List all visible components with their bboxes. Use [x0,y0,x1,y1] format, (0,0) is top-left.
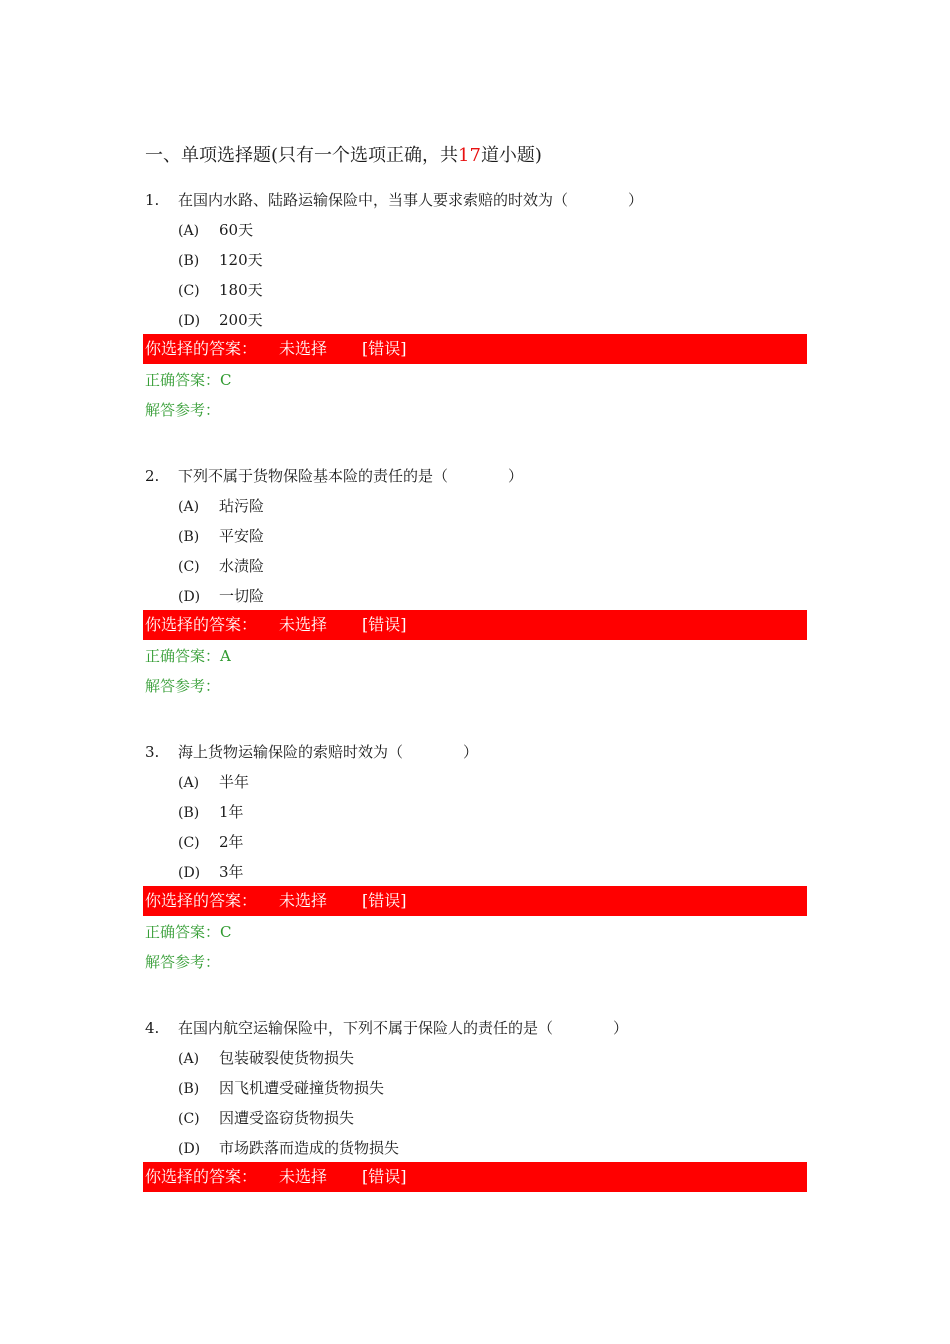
option-letter: (A) [178,223,200,239]
option-c [178,555,264,578]
option-letter: (A) [178,1051,200,1067]
question-number: 3. [145,743,160,761]
option-a [178,495,264,518]
option-text: 180天 [219,281,263,299]
answer-result: [错误] [362,339,407,358]
option-letter: (D) [178,589,201,605]
option-b [178,801,244,824]
option-text: 因遭受盗窃货物损失 [219,1109,355,1127]
option-text: 包装破裂使货物损失 [219,1049,355,1067]
option-a [178,1047,354,1070]
option-text: 市场跌落而造成的货物损失 [219,1139,400,1157]
option-letter: (C) [178,835,200,851]
your-answer-value: 未选择 [279,1167,328,1186]
option-text: 60天 [219,221,254,239]
answer-result: [错误] [362,615,407,634]
your-answer-label: 你选择的答案： [145,339,258,358]
option-text: 水渍险 [219,557,265,575]
section-title-prefix: 一、单项选择题(只有一个选项正确，共 [145,145,459,166]
option-letter: (B) [178,805,200,821]
question-stem: 在国内航空运输保险中，下列不属于保险人的责任的是（ ） [178,1019,629,1037]
option-a [178,771,249,794]
option-letter: (C) [178,559,200,575]
your-answer-label: 你选择的答案： [145,891,258,910]
option-letter: (B) [178,253,200,269]
your-answer-bar [143,334,807,364]
your-answer-label: 你选择的答案： [145,1167,258,1186]
question-number: 2. [145,467,160,485]
question-count: 17 [458,145,481,166]
question-text [145,741,478,763]
correct-answer-label: 正确答案： [145,371,221,389]
your-answer-value: 未选择 [279,615,328,634]
option-letter: (B) [178,529,200,545]
option-letter: (D) [178,865,201,881]
option-text: 因飞机遭受碰撞货物损失 [219,1079,385,1097]
option-text: 一切险 [219,587,265,605]
question-stem: 下列不属于货物保险基本险的责任的是（ ） [178,467,524,485]
option-a [178,219,253,242]
option-c [178,1107,354,1130]
option-text: 3年 [219,863,244,881]
option-letter: (C) [178,283,200,299]
option-b [178,1077,384,1100]
question-stem: 海上货物运输保险的索赔时效为（ ） [178,743,479,761]
option-d [178,1137,399,1160]
option-c [178,279,263,302]
correct-answer-value: A [220,647,231,665]
section-title [145,143,542,169]
your-answer-bar [143,1162,807,1192]
your-answer-value: 未选择 [279,339,328,358]
question-text [145,189,643,211]
answer-reference: 解答参考： [145,953,221,971]
option-letter: (D) [178,1141,201,1157]
correct-answer-label: 正确答案： [145,923,221,941]
option-text: 2年 [219,833,244,851]
question-number: 4. [145,1019,160,1037]
your-answer-bar [143,886,807,916]
your-answer-value: 未选择 [279,891,328,910]
option-letter: (C) [178,1111,200,1127]
option-d [178,585,264,608]
option-letter: (B) [178,1081,200,1097]
option-text: 1年 [219,803,244,821]
option-text: 半年 [219,773,250,791]
correct-answer [145,645,231,667]
question-stem: 在国内水路、陆路运输保险中，当事人要求索赔的时效为（ ） [178,191,644,209]
answer-result: [错误] [362,1167,407,1186]
question-text [145,465,523,487]
correct-answer [145,921,232,943]
correct-answer-value: C [220,371,232,389]
correct-answer [145,369,232,391]
option-text: 200天 [219,311,263,329]
answer-reference: 解答参考： [145,401,221,419]
option-letter: (A) [178,499,200,515]
option-text: 120天 [219,251,263,269]
question-number: 1. [145,191,160,209]
correct-answer-value: C [220,923,232,941]
answer-reference: 解答参考： [145,677,221,695]
option-d [178,309,263,332]
answer-result: [错误] [362,891,407,910]
section-title-suffix: 道小题) [480,145,542,166]
option-b [178,249,263,272]
question-text [145,1017,628,1039]
your-answer-bar [143,610,807,640]
option-c [178,831,244,854]
option-letter: (A) [178,775,200,791]
option-text: 平安险 [219,527,265,545]
option-d [178,861,244,884]
option-letter: (D) [178,313,201,329]
your-answer-label: 你选择的答案： [145,615,258,634]
option-b [178,525,264,548]
option-text: 玷污险 [219,497,265,515]
correct-answer-label: 正确答案： [145,647,221,665]
